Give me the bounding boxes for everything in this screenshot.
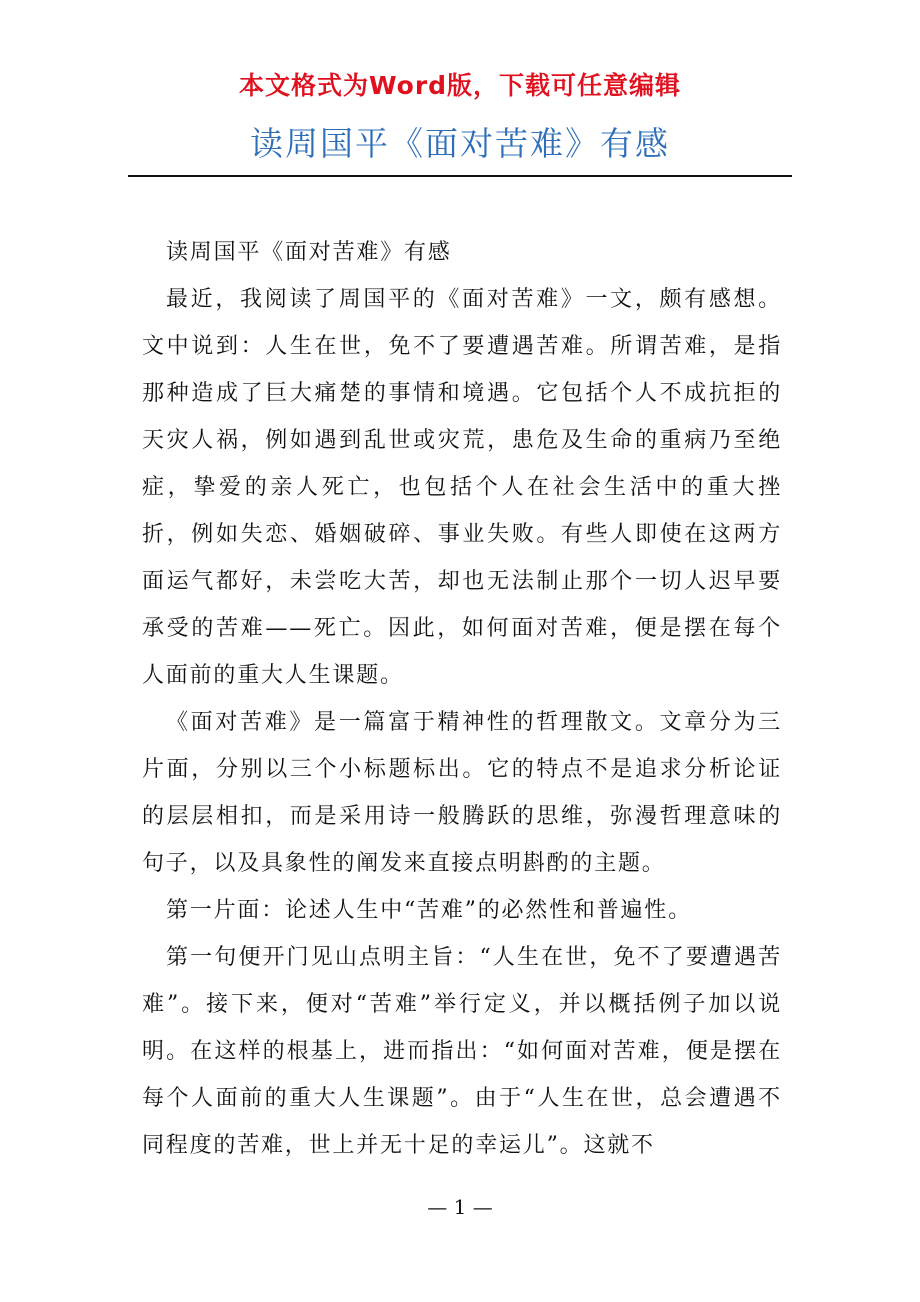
format-banner: 本文格式为Word版，下载可任意编辑 — [238, 71, 682, 100]
paragraph: 第一句便开门见山点明主旨：“人生在世，免不了要遭遇苦难”。接下来，便对“苦难”举行定义，并以概括例子加以说明。在这样的根基上，进而指出：“如何面对苦难，便是摆在每个人面前的重大人生课题”。由于“人生在世，总会遭遇不同程度的苦难，世上并无十足的幸运儿”。这就不 — [142, 945, 782, 1158]
paragraph: 《面对苦难》是一篇富于精神性的哲理散文。文章分为三片面，分别以三个小标题标出。它的特点不是追求分析论证的层层相扣，而是采用诗一般腾跃的思维，弥漫哲理意味的句子，以及具象性的阐发来直接点明斟酌的主题。 — [142, 710, 782, 876]
paragraph: 最近，我阅读了周国平的《面对苦难》一文，颇有感想。文中说到：人生在世，免不了要遭遇苦难。所谓苦难，是指那种造成了巨大痛楚的事情和境遇。它包括个人不成抗拒的天灾人祸，例如遇到乱世或灾荒，患危及生命的重病乃至绝症，挚爱的亲人死亡，也包括个人在社会生活中的重大挫折，例如失恋、婚姻破碎、事业失败。有些人即使在这两方面运气都好，未尝吃大苦，却也无法制止那个一切人迟早要承受的苦难——死亡。因此，如何面对苦难，便是摆在每个人面前的重大人生课题。 — [142, 287, 782, 688]
title-divider — [128, 175, 792, 177]
page-number: — 1 — — [427, 1195, 493, 1219]
article-body — [142, 229, 782, 1169]
document-title: 读周国平《面对苦难》有感 — [250, 124, 670, 163]
article-heading: 读周国平《面对苦难》有感 — [166, 240, 452, 265]
paragraph: 第一片面：论述人生中“苦难”的必然性和普遍性。 — [166, 898, 692, 923]
